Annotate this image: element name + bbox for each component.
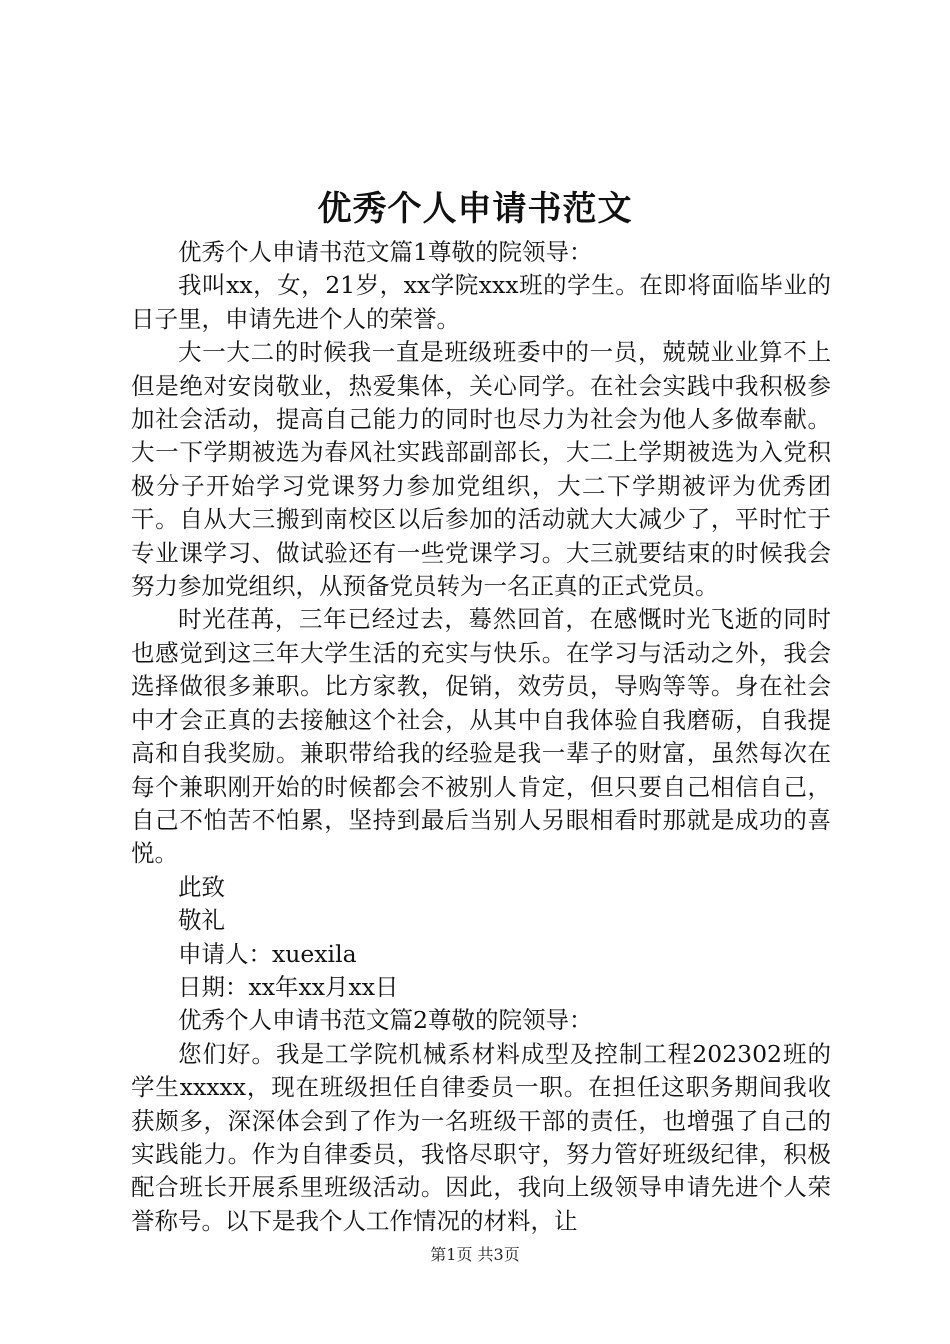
application-date: 日期：xx年xx月xx日 (178, 972, 399, 1001)
document-body (131, 236, 831, 1238)
paragraph-salutation-1: 优秀个人申请书范文篇1尊敬的院领导： (178, 238, 593, 266)
closing-cizhi: 此致 (178, 872, 225, 901)
paragraph-experience: 大一大二的时候我一直是班级班委中的一员，兢兢业业算不上但是绝对安岗敬业，热爱集体，关心同学。在社会实践中我积极参加社会活动，提高自己能力的同时也尽力为社会为他人多做奉献。大一下学期被选为春风社实践部副部长，大二上学期被选为入党积极分子开始学习党课努力参加党组织，大二下学期被评为优秀团干。自从大三搬到南校区以后参加的活动就大大减少了，平时忙于专业课学习、做试验还有一些党课学习。大三就要结束的时候我会努力参加党组织，从预备党员转为一名正真的正式党员。 (131, 338, 831, 601)
applicant-name: 申请人：xuexila (178, 939, 357, 968)
paragraph-salutation-2: 优秀个人申请书范文篇2尊敬的院领导： (178, 1006, 593, 1035)
document-title: 优秀个人申请书范文 (317, 189, 633, 229)
paragraph-intro-1: 我叫xx，女，21岁，xx学院xxx班的学生。在即将面临毕业的日子里，申请先进个人的荣誉。 (131, 271, 831, 333)
paragraph-intro-2: 您们好。我是工学院机械系材料成型及控制工程202302班的学生xxxxx，现在班级担任自律委员一职。在担任这职务期间我收获颇多，深深体会到了作为一名班级干部的责任，也增强了自己的实践能力。作为自律委员，我恪尽职守，努力管好班级纪律，积极配合班长开展系里班级活动。因此，我向上级领导申请先进个人荣誉称号。以下是我个人工作情况的材料，让 (131, 1039, 831, 1235)
page-number-footer: 第1页 共3页 (430, 1245, 520, 1264)
closing-jingli: 敬礼 (178, 906, 225, 935)
paragraph-parttime: 时光荏苒，三年已经过去，蓦然回首，在感慨时光飞逝的同时也感觉到这三年大学生活的充实与快乐。在学习与活动之外，我会选择做很多兼职。比方家教，促销，效劳员，导购等等。身在社会中才会正真的去接触这个社会，从其中自我体验自我磨砺，自我提高和自我奖励。兼职带给我的经验是我一辈子的财富，虽然每次在每个兼职刚开始的时候都会不被别人肯定，但只要自己相信自己，自己不怕苦不怕累，坚持到最后当别人另眼相看时那就是成功的喜悦。 (131, 605, 831, 868)
